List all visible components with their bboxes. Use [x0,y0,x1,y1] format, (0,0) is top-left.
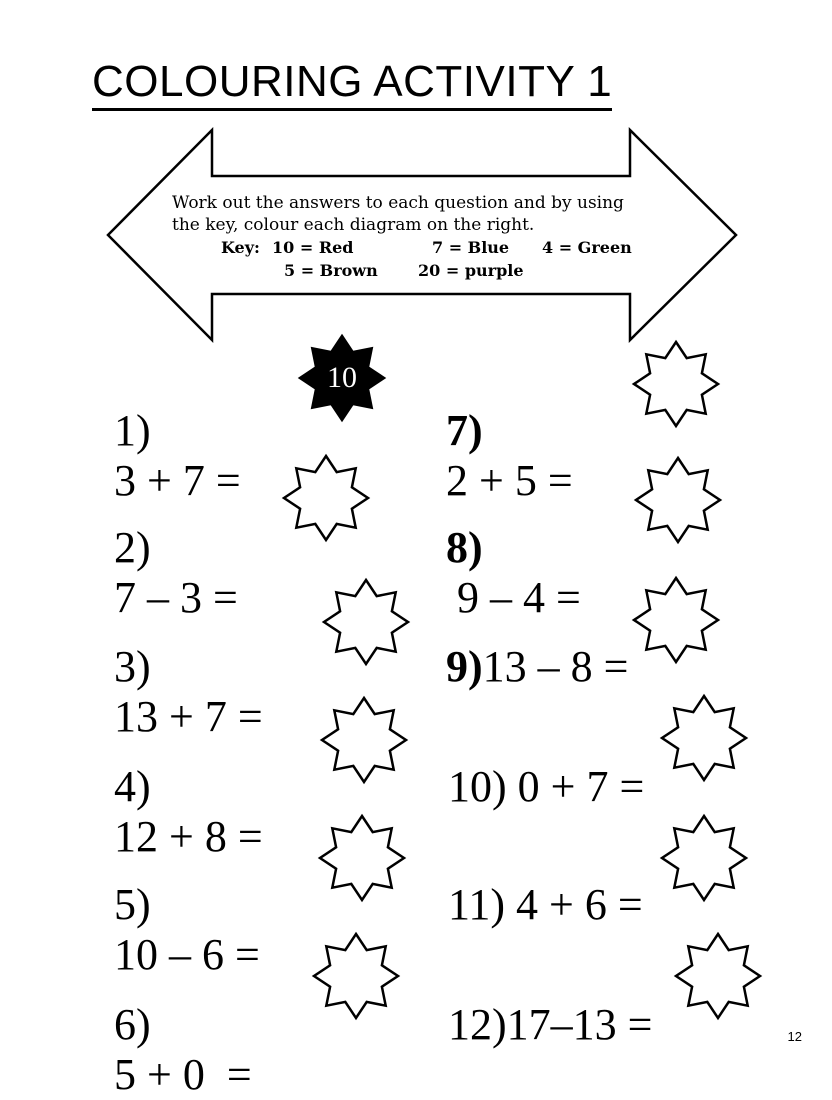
question-expression: 3 + 7 = [114,456,241,505]
star-shape-icon [656,810,752,906]
instructions [172,192,692,236]
page-title: COLOURING ACTIVITY 1 [92,56,612,111]
key-item-red: 10 = Red [272,238,354,257]
question-number: 2) [114,523,151,572]
question-expression: 2 + 5 = [446,456,573,505]
star-shape-icon [314,810,410,906]
key-item-purple: 20 = purple [418,261,524,280]
question-expression: 10 – 6 = [114,930,260,979]
star-1[interactable] [294,330,390,426]
star-4[interactable] [316,692,412,788]
star-shape-icon [628,572,724,668]
question-number: 4) [114,762,151,811]
star-shape-icon [628,336,724,432]
page-number: 12 [787,1029,802,1044]
star-9[interactable] [628,572,724,668]
star-8[interactable] [630,452,726,548]
question-expression: 5 + 0 = [114,1050,252,1099]
star-shape-icon [316,692,412,788]
question-number: 7) [446,406,483,455]
key-item-brown: 5 = Brown [284,261,378,280]
instructions-line-1: Work out the answers to each question and by using [172,193,624,213]
star-shape-icon [670,928,766,1024]
question-expression: 12 + 8 = [114,812,263,861]
question-10 [426,712,644,812]
question-expression: 4 + 6 = [505,880,643,929]
star-answer: 10 [327,361,357,394]
question-11 [426,830,643,930]
star-3[interactable] [318,574,414,670]
key-item-blue: 7 = Blue [432,238,510,257]
question-expression: 0 + 7 = [506,762,645,811]
star-6[interactable] [308,928,404,1024]
star-shape-icon [278,450,374,546]
star-5[interactable] [314,810,410,906]
star-10[interactable] [656,690,752,786]
question-number: 11) [448,880,506,929]
question-expression: 13 + 7 = [114,692,263,741]
star-shape-icon [308,928,404,1024]
question-expression: 9 – 4 = [446,573,581,622]
question-number: 3) [114,642,151,691]
star-2[interactable] [278,450,374,546]
question-expression: 7 – 3 = [114,573,238,622]
question-number: 12) [448,1000,507,1049]
key-item-green: 4 = Green [542,238,632,257]
star-shape-icon [318,574,414,670]
question-6 [92,950,252,1100]
question-12 [426,950,652,1050]
instructions-line-2: the key, colour each diagram on the right. [172,215,535,235]
star-shape-icon [656,690,752,786]
star-11[interactable] [656,810,752,906]
question-number: 8) [446,523,483,572]
star-12[interactable] [670,928,766,1024]
question-number: 9) [446,642,483,691]
question-expression: 13 – 8 = [482,642,629,691]
star-shape-icon [630,452,726,548]
question-number: 5) [114,880,151,929]
question-expression: 17–13 = [506,1000,653,1049]
question-9 [424,592,628,692]
question-number: 10) [448,762,507,811]
question-number: 6) [114,1000,151,1049]
question-number: 1) [114,406,151,455]
key-label: Key: [221,238,260,257]
star-7[interactable] [628,336,724,432]
